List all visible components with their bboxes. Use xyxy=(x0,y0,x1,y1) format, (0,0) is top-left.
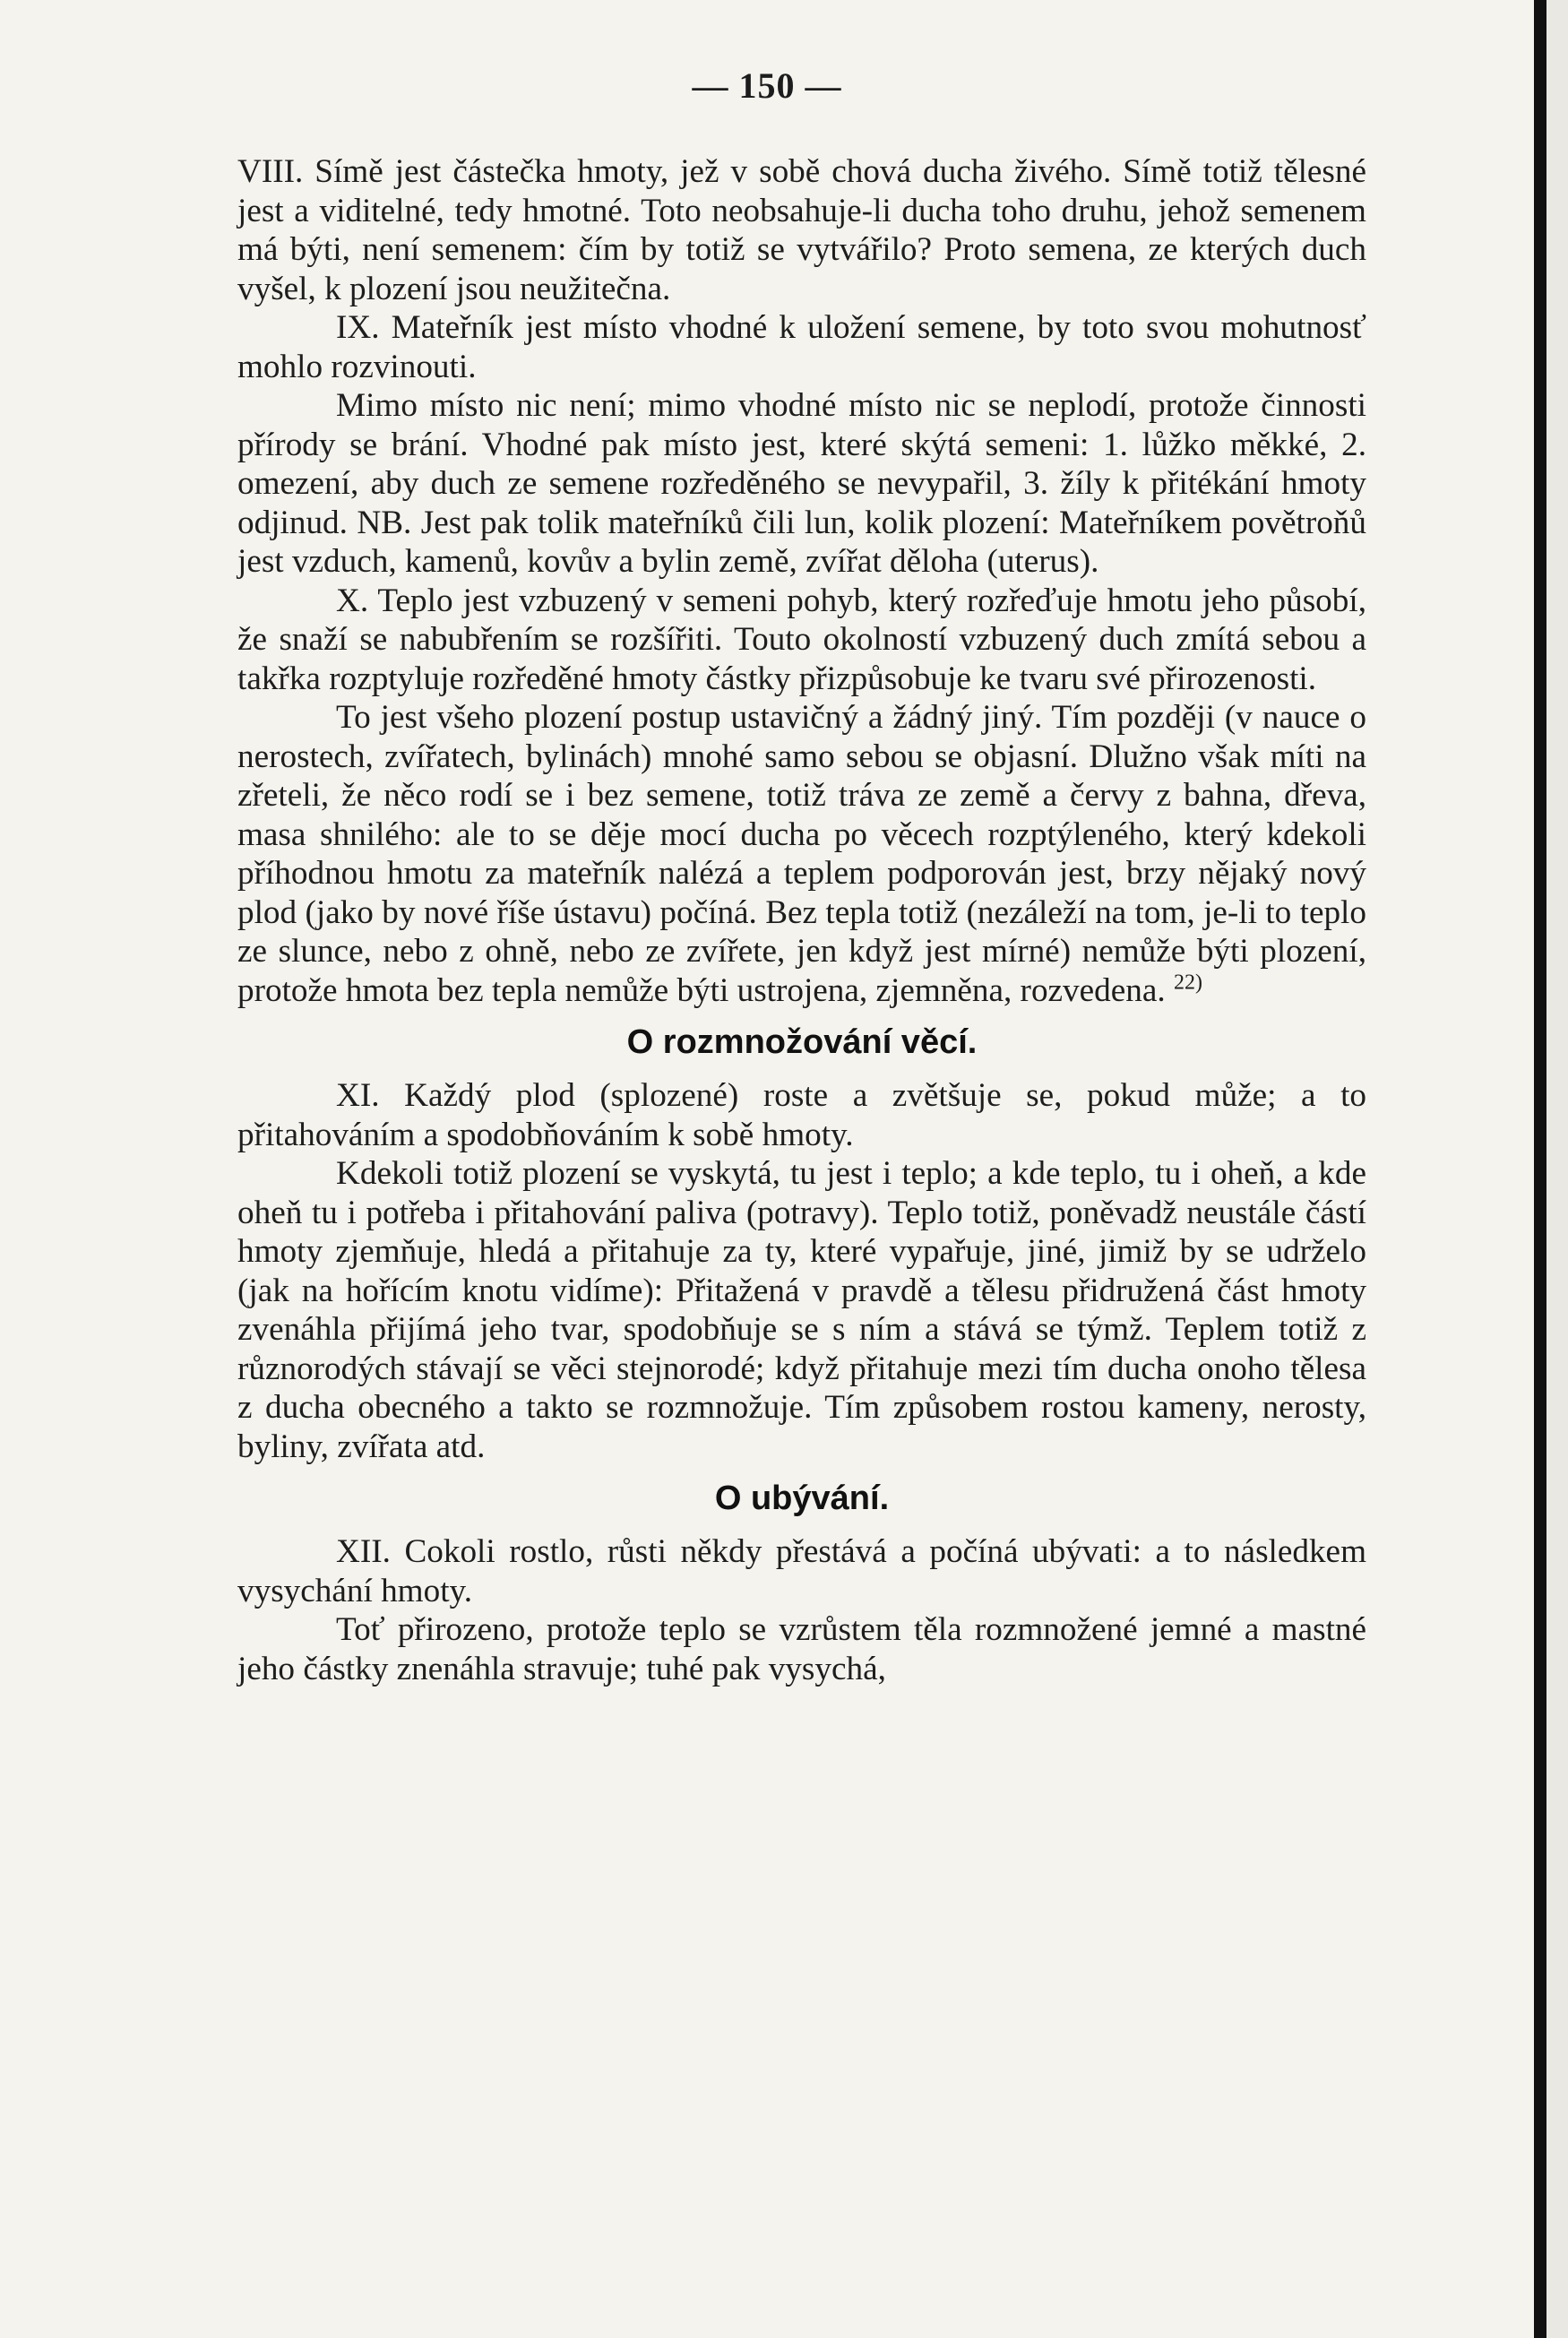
paragraph-to-jest-text: To jest všeho plození postup ustavičný a žádný jiný. Tím později (v nauce o nerostech, zvířatech, bylinách) mnohé samo sebou se objasní. Dlužno však míti na zřeteli, že něco rodí se i bez semene, totiž tráva ze země a červy z bahna, dřeva, masa shnilého: ale to se děje mocí ducha po věcech rozptýleného, který kdekoli příhodnou hmotu za mateřník nalézá a teplem podporován jest, brzy nějaký nový plod (jako by nové říše ústavu) počíná. Bez tepla totiž (nezáleží na tom, je-li to teplo ze slunce, nebo z ohně, nebo ze zvířete, jen když jest mírné) nemůže býti plození, protože hmota bez tepla nemůže býti ustrojena, zjemněna, rozvedena. xyxy=(237,699,1366,1009)
paragraph-xi: XI. Každý plod (splozené) roste a zvětšuje se, pokud může; a to přitahováním a spodobňováním k sobě hmoty. xyxy=(237,1077,1366,1153)
paragraph-x: X. Teplo jest vzbuzený v semeni pohyb, který rozřeďuje hmotu jeho působí, že snaží se nabubřením se rozšířiti. Touto okolností vzbuzený duch zmítá sebou a takřka rozptyluje rozředěné hmoty částky přizpůsobuje ke tvaru své přirozenosti. xyxy=(237,582,1366,697)
footnote-ref: 22) xyxy=(1173,971,1202,995)
paragraph-to-jest xyxy=(237,698,1366,1010)
paragraph-xii: XII. Cokoli rostlo, růsti někdy přestává a počíná ubývati: a to následkem vysychání hmoty. xyxy=(237,1533,1366,1609)
page-edge xyxy=(1534,0,1568,2338)
paragraph-viii: VIII. Símě jest částečka hmoty, jež v sobě chová ducha živého. Símě totiž tělesné jest a viditelné, tedy hmotné. Toto neobsahuje-li ducha toho druhu, jehož semenem má býti, není semenem: čím by totiž se vytvářilo? Proto semena, ze kterých duch vyšel, k plození jsou neužitečna. xyxy=(237,153,1366,307)
paragraph-kdekoli: Kdekoli totiž plození se vyskytá, tu jest i teplo; a kde teplo, tu i oheň, a kde oheň tu i potřeba i přitahování paliva (potravy). Teplo totiž, poněvadž neustále částí hmoty zjemňuje, hledá a přitahuje za ty, které vypařuje, jiné, jimiž by se udrželo (jak na hořícím knotu vidíme): Přitažená v pravdě a tělesu přidružená část hmoty zvenáhla přijímá jeho tvar, spodobňuje se s ním a stává se týmž. Teplem totiž z různorodých stávají se věci stejnorodé; když přitahuje mezi tím ducha onoho tělesa z ducha obecného a takto se rozmnožuje. Tím způsobem rostou kameny, nerosty, byliny, zvířata atd. xyxy=(237,1155,1366,1465)
section-heading-ubyvani: O ubývání. xyxy=(714,1480,890,1517)
paragraph-tot-prirozeno: Toť přirozeno, protože teplo se vzrůstem těla rozmnožené jemné a mastné jeho částky znenáhla stravuje; tuhé pak vysychá, xyxy=(237,1611,1366,1687)
section-heading-rozmnozovani: O rozmnožování věcí. xyxy=(626,1023,978,1061)
paragraph-ix: IX. Mateřník jest místo vhodné k uložení semene, by toto svou mohutnosť mohlo rozvinouti. xyxy=(237,309,1366,385)
body-text xyxy=(237,152,1366,1688)
paragraph-mimo-misto: Mimo místo nic není; mimo vhodné místo nic se neplodí, protože činnosti přírody se brání. Vhodné pak místo jest, které skýtá semeni: 1. lůžko měkké, 2. omezení, aby duch ze semene rozředěného se nevypařil, 3. žíly k přitékání hmoty odjinud. NB. Jest pak tolik mateřníků čili lun, kolik plození: Mateřníkem povětroňů jest vzduch, kamenů, kovův a bylin země, zvířat děloha (uterus). xyxy=(237,387,1366,580)
page-number: — 150 — xyxy=(692,65,842,106)
